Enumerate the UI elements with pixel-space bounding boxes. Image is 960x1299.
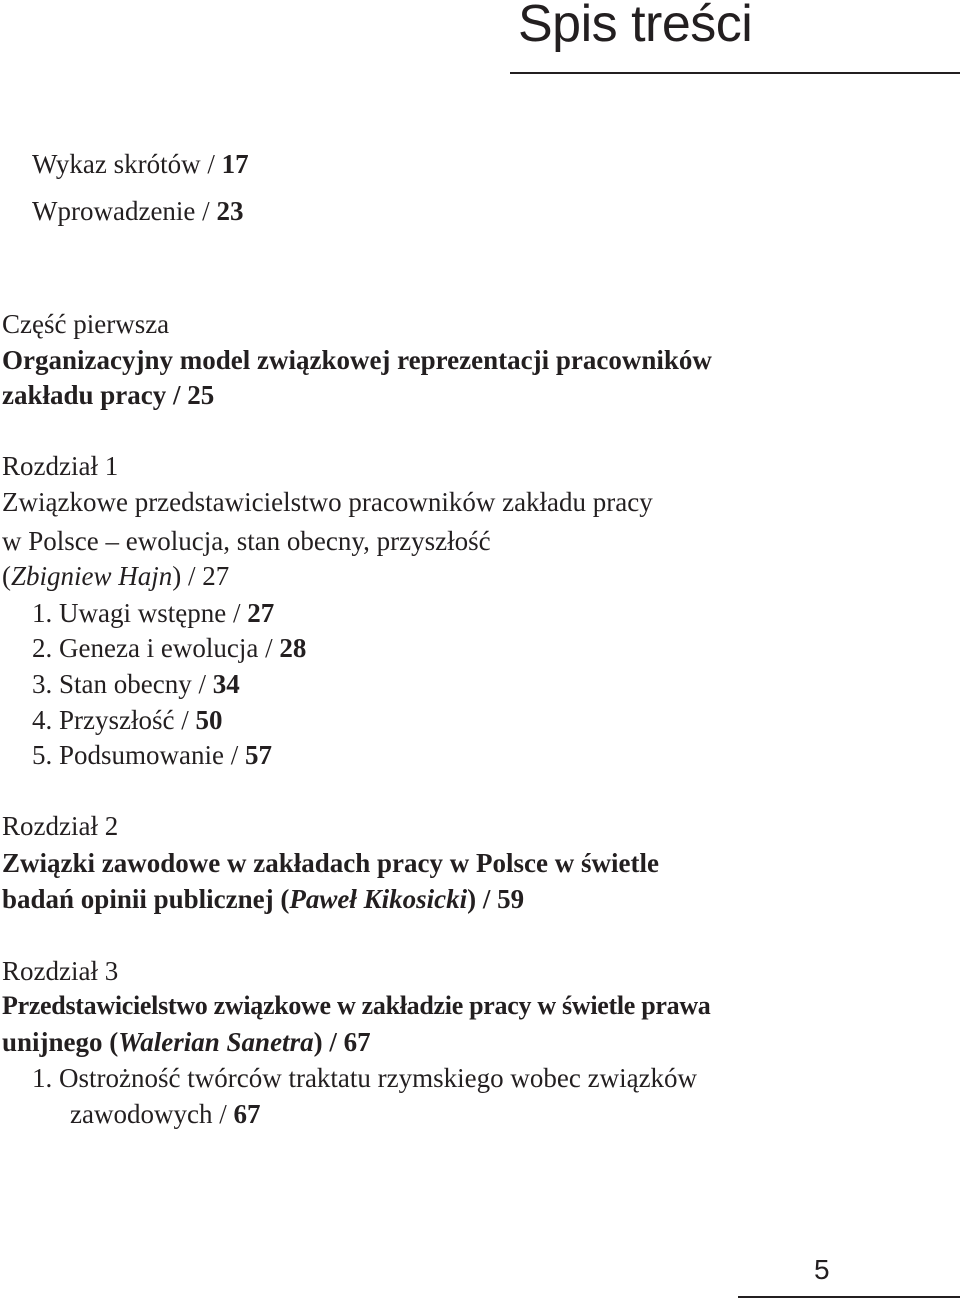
section-page: 28	[279, 633, 307, 663]
paren-open: (	[2, 561, 11, 591]
section-number: 4.	[32, 705, 53, 735]
section-number: 2.	[32, 633, 53, 663]
chapter-2-label: Rozdział 2	[2, 811, 119, 841]
section-number: 5.	[32, 740, 53, 770]
section-title: Przyszłość /	[59, 705, 196, 735]
section-page: 27	[247, 598, 275, 628]
section-item[interactable]	[32, 630, 306, 666]
section-page: 50	[195, 705, 223, 735]
chapter-2-page: ) / 59	[467, 884, 525, 914]
section-title: Uwagi wstępne /	[59, 598, 248, 628]
chapter-1-label: Rozdział 1	[2, 451, 119, 481]
chapter-3-title-line1[interactable]: Przedstawicielstwo związkowe w zakładzie pracy w świetle prawa	[2, 991, 711, 1020]
section-title: Stan obecny /	[59, 669, 213, 699]
section-number: 1.	[32, 1063, 53, 1093]
section-title: zawodowych /	[70, 1099, 234, 1129]
part-label: Część pierwsza	[2, 309, 170, 339]
chapter-1-page: ) / 27	[172, 561, 230, 591]
chapter-2-title-text: badań opinii publicznej (	[2, 884, 290, 914]
section-item[interactable]	[32, 702, 222, 738]
chapter-1-author: Zbigniew Hajn	[11, 561, 173, 591]
chapter-2-title-line2[interactable]	[2, 881, 524, 917]
section-title: Podsumowanie /	[59, 740, 245, 770]
page-number: 5	[814, 1254, 830, 1285]
chapter-2-author: Paweł Kikosicki	[289, 884, 468, 914]
section-item[interactable]	[32, 595, 274, 631]
chapter-3-label: Rozdział 3	[2, 956, 119, 986]
chapter-3-title-text: unijnego (	[2, 1027, 119, 1057]
part-title-line1[interactable]: Organizacyjny model związkowej reprezentacji pracowników	[2, 345, 712, 375]
toc-entry-title: Wykaz skrótów	[32, 149, 201, 179]
chapter-1-title-line2[interactable]: w Polsce – ewolucja, stan obecny, przyszłość	[2, 526, 491, 556]
chapter-1-title-line1[interactable]: Związkowe przedstawicielstwo pracowników zakładu pracy	[2, 487, 653, 517]
section-item[interactable]	[32, 666, 240, 702]
section-title: Geneza i ewolucja /	[59, 633, 280, 663]
footer-rule	[738, 1296, 960, 1298]
section-title: Ostrożność twórców traktatu rzymskiego wobec związków	[59, 1063, 698, 1093]
toc-entry-separator: /	[200, 149, 222, 179]
section-item[interactable]	[32, 1060, 697, 1096]
chapter-3-title-line2[interactable]	[2, 1024, 371, 1060]
section-page: 67	[233, 1099, 261, 1129]
page-title: Spis treści	[518, 0, 753, 53]
chapter-2-title-line1[interactable]: Związki zawodowe w zakładach pracy w Polsce w świetle	[2, 848, 659, 878]
title-underline	[510, 72, 960, 74]
toc-entry-page: 23	[216, 196, 244, 226]
section-item[interactable]	[32, 737, 272, 773]
toc-entry-page: 17	[221, 149, 249, 179]
section-page: 57	[245, 740, 272, 770]
toc-entry-separator: /	[195, 196, 217, 226]
section-item-continuation[interactable]	[70, 1096, 260, 1132]
section-number: 3.	[32, 669, 53, 699]
section-number: 1.	[32, 598, 53, 628]
section-page: 34	[212, 669, 240, 699]
chapter-3-page: ) / 67	[313, 1027, 371, 1057]
toc-entry-abbreviations[interactable]	[32, 146, 249, 182]
chapter-1-author-line[interactable]	[2, 558, 229, 594]
toc-entry-introduction[interactable]	[32, 193, 243, 229]
part-title-line2[interactable]: zakładu pracy / 25	[2, 380, 215, 410]
toc-entry-title: Wprowadzenie	[32, 196, 196, 226]
chapter-3-author: Walerian Sanetra	[118, 1027, 314, 1057]
